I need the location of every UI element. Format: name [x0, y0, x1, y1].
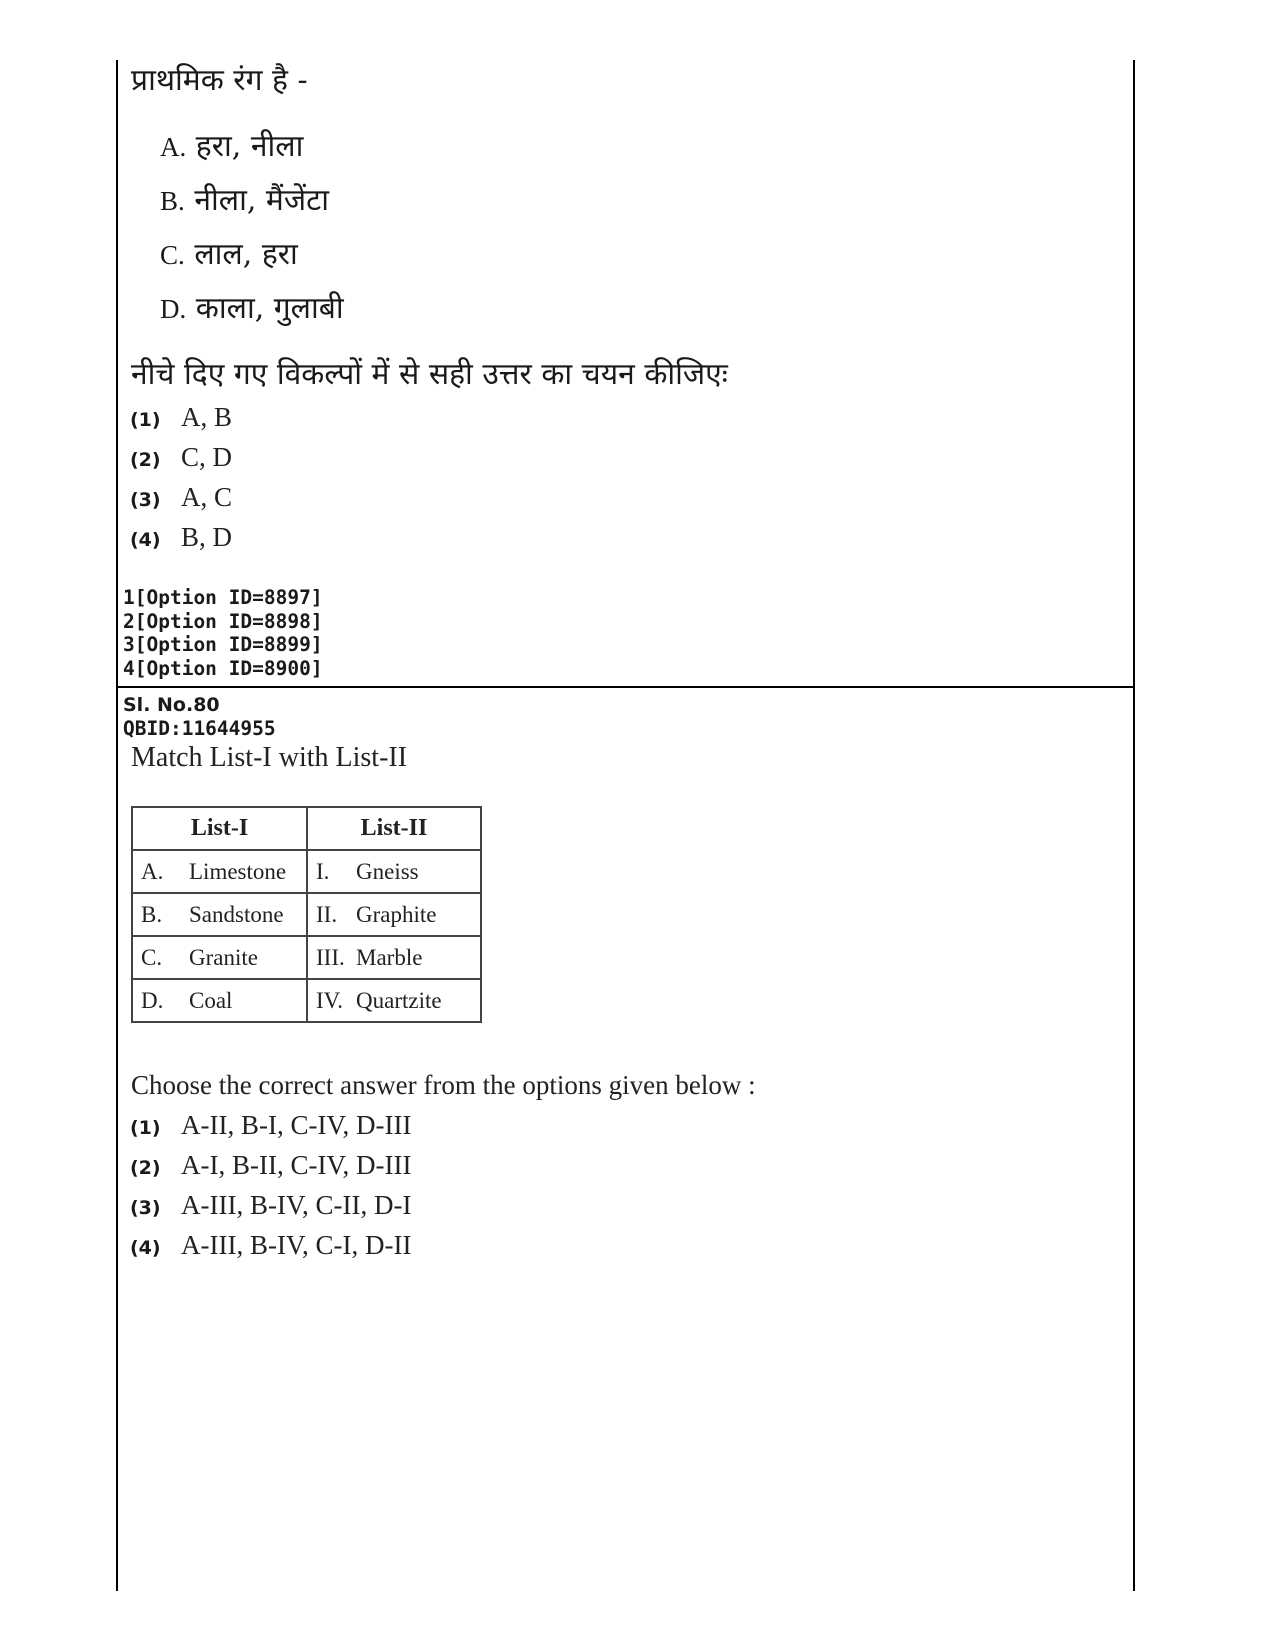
table-row — [132, 979, 481, 1022]
statement-text: काला, गुलाबी — [195, 291, 344, 326]
table-header-row — [132, 807, 481, 850]
option-number: (1) — [130, 409, 161, 431]
option-id: 2[Option ID=8898] — [123, 609, 323, 633]
table-row — [132, 936, 481, 979]
option-id: 4[Option ID=8900] — [123, 656, 323, 680]
page-border-right — [1133, 60, 1135, 1591]
option-text: C, D — [181, 442, 233, 472]
match-table — [131, 806, 482, 1023]
option-text: A, B — [181, 402, 233, 432]
list-1-cell — [132, 936, 307, 979]
option-id: 3[Option ID=8899] — [123, 633, 323, 656]
option-id-list — [123, 586, 323, 680]
answer-option-3[interactable] — [130, 482, 232, 516]
header-list-1: List-I — [132, 807, 307, 850]
list-1-cell — [132, 893, 307, 936]
cell-value: Marble — [356, 944, 423, 970]
cell-value: Limestone — [189, 858, 287, 884]
table-row — [132, 893, 481, 936]
cell-key: B. — [141, 901, 163, 927]
cell-value: Sandstone — [189, 901, 284, 927]
option-number: (4) — [130, 1237, 161, 1259]
option-id: 1[Option ID=8897] — [123, 586, 323, 609]
answer-option-2[interactable] — [130, 1150, 411, 1184]
statement-c — [160, 232, 298, 273]
cell-key: III. — [316, 944, 345, 970]
option-number: (2) — [130, 449, 161, 471]
statement-b — [160, 178, 329, 219]
page-border-left — [116, 60, 118, 1591]
cell-value: Coal — [189, 987, 233, 1013]
choose-prompt-english: Choose the correct answer from the options given below : — [131, 1070, 756, 1100]
option-number: (3) — [130, 489, 161, 511]
header-list-2: List-II — [307, 807, 481, 850]
answer-option-1[interactable] — [130, 1110, 411, 1144]
option-number: (3) — [130, 1197, 161, 1219]
question-stem: प्राथमिक रंग है - — [131, 63, 308, 98]
statement-letter: C. — [160, 240, 185, 270]
table-row — [132, 850, 481, 893]
statement-a — [160, 124, 303, 165]
cell-value: Quartzite — [356, 987, 442, 1013]
serial-number: Sl. No.80 — [123, 694, 220, 716]
answer-option-3[interactable] — [130, 1190, 411, 1224]
statement-letter: D. — [160, 294, 187, 324]
statement-letter: A. — [160, 132, 187, 162]
cell-value: Gneiss — [356, 858, 419, 884]
statement-text: लाल, हरा — [194, 237, 298, 272]
option-text: A-I, B-II, C-IV, D-III — [181, 1150, 412, 1180]
list-1-cell — [132, 979, 307, 1022]
statement-letter: B. — [160, 186, 185, 216]
statement-text: नीला, मैंजेंटा — [194, 183, 330, 218]
cell-key: C. — [141, 944, 163, 970]
list-2-cell — [307, 893, 481, 936]
choose-prompt-hindi: नीचे दिए गए विकल्पों में से सही उत्तर का चयन कीजिएः — [131, 357, 728, 392]
list-2-cell — [307, 850, 481, 893]
list-2-cell — [307, 979, 481, 1022]
answer-option-1[interactable] — [130, 402, 232, 436]
answer-option-4[interactable] — [130, 522, 232, 556]
answer-option-2[interactable] — [130, 442, 232, 476]
option-text: A-III, B-IV, C-I, D-II — [181, 1230, 412, 1260]
option-text: A-II, B-I, C-IV, D-III — [181, 1110, 412, 1140]
cell-key: I. — [316, 858, 330, 884]
option-number: (2) — [130, 1157, 161, 1179]
statement-d — [160, 286, 344, 327]
cell-key: D. — [141, 987, 164, 1013]
option-number: (4) — [130, 529, 161, 551]
cell-key: A. — [141, 858, 164, 884]
cell-value: Graphite — [356, 901, 437, 927]
list-2-cell — [307, 936, 481, 979]
answer-option-4[interactable] — [130, 1230, 411, 1264]
question-title: Match List-I with List-II — [131, 742, 408, 773]
question-divider — [116, 686, 1135, 688]
cell-value: Granite — [189, 944, 258, 970]
option-text: B, D — [181, 522, 233, 552]
qbid: QBID:11644955 — [123, 717, 276, 740]
option-text: A, C — [181, 482, 233, 512]
cell-key: IV. — [316, 987, 344, 1013]
cell-key: II. — [316, 901, 338, 927]
option-text: A-III, B-IV, C-II, D-I — [181, 1190, 412, 1220]
statement-text: हरा, नीला — [195, 129, 304, 164]
list-1-cell — [132, 850, 307, 893]
option-number: (1) — [130, 1117, 161, 1139]
